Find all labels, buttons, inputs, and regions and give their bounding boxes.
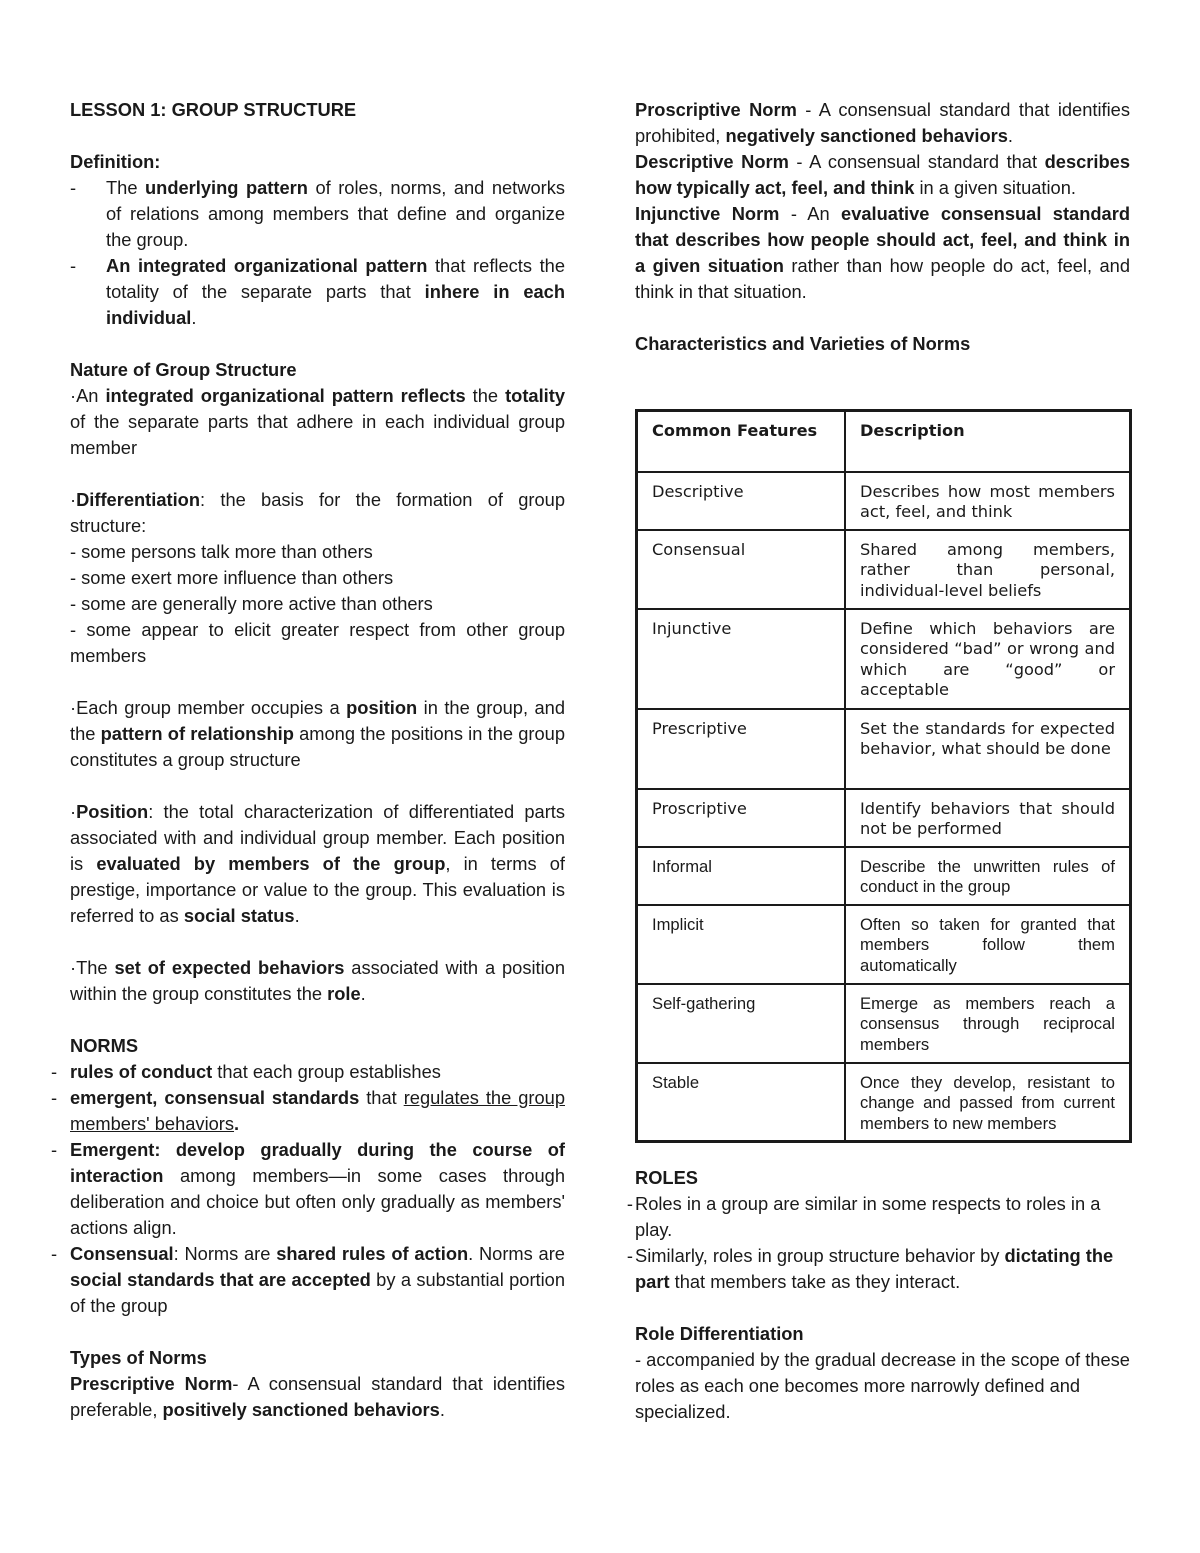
table-cell: Shared among members, rather than personal, individual-level beliefs <box>860 539 1115 600</box>
table-cell: Consensual <box>637 530 846 609</box>
text: - A consensual standard that <box>788 151 1045 172</box>
roles-text: Roles in a group are similar in some respects to roles in a play. <box>635 1193 1101 1240</box>
bold-text: describes how typically act, feel, and think <box>635 151 1130 198</box>
role-paragraph <box>70 955 565 1007</box>
roles-item <box>622 1243 1130 1295</box>
text: in a given situation. <box>914 177 1076 198</box>
table-cell: Describe the unwritten rules of conduct in the group <box>860 856 1115 896</box>
table-cell: Define which behaviors are considered “bad” or wrong and which are “good” or acceptable <box>860 618 1115 699</box>
table-cell: Informal <box>637 847 846 905</box>
list-marker: - <box>51 1243 58 1264</box>
bold-text: evaluated by members of the group <box>96 853 446 874</box>
text: · <box>70 489 77 510</box>
table-row <box>637 789 1131 847</box>
norms-heading: NORMS <box>70 1035 139 1056</box>
text: The <box>106 177 146 198</box>
norms-text <box>70 1137 565 1241</box>
text: among members—in some cases through deliberation and choice but often only gradually as members' actions align. <box>70 1165 565 1238</box>
bold-text: position <box>346 697 418 718</box>
nature-heading: Nature of Group Structure <box>70 359 297 380</box>
bold-text: Position <box>76 801 149 822</box>
proscriptive-paragraph <box>635 97 1130 149</box>
text: ·Each group member occupies a <box>70 697 347 718</box>
right-column <box>635 97 1130 357</box>
norms-text <box>70 1241 565 1319</box>
list-marker: - <box>626 1245 633 1266</box>
text: ·The <box>70 957 115 978</box>
definition-item <box>70 253 565 331</box>
bold-text: integrated organizational pattern reflects <box>105 385 466 406</box>
differentiation-bullet: - some exert more influence than others <box>70 567 394 588</box>
lesson-title: LESSON 1: GROUP STRUCTURE <box>70 99 357 120</box>
table-cell: Stable <box>637 1063 846 1142</box>
table-row <box>637 472 1131 530</box>
bold-text: underlying pattern <box>145 177 308 198</box>
table-row <box>637 609 1131 709</box>
roles-item <box>622 1191 1130 1243</box>
table-row <box>637 984 1131 1063</box>
bold-text: emergent, consensual standards <box>70 1087 360 1108</box>
left-column <box>51 97 566 1423</box>
norms-item <box>51 1241 565 1319</box>
text: the <box>465 385 506 406</box>
bold-text: inhere in each individual <box>106 281 565 328</box>
text: in the group, and the <box>70 697 565 744</box>
definition-text <box>106 253 565 331</box>
differentiation-bullet: - some appear to elicit greater respect from other group members <box>70 619 565 666</box>
table-cell: Often so taken for granted that members follow them automatically <box>860 914 1115 975</box>
bold-text: Prescriptive Norm <box>70 1373 233 1394</box>
table-cell: Describes how most members act, feel, and think <box>860 481 1115 521</box>
bold-text: role <box>327 983 361 1004</box>
differentiation-bullet: - some are generally more active than others <box>70 593 433 614</box>
text: Similarly, roles in group structure behavior by <box>635 1245 1005 1266</box>
table-cell: Self-gathering <box>637 984 846 1063</box>
nature-paragraph <box>70 383 565 461</box>
underlined-text: regulates the group members' behaviors <box>70 1087 565 1134</box>
text: . <box>439 1399 445 1420</box>
bold-text: pattern of relationship <box>100 723 294 744</box>
text: of roles, norms, and networks of relations among members that define and organize the group. <box>106 177 565 250</box>
text: . Norms are <box>468 1243 565 1264</box>
norms-characteristics-table <box>635 409 1132 1143</box>
bold-text: Differentiation <box>76 489 201 510</box>
norms-text <box>70 1085 565 1137</box>
text: : the basis for the formation of group structure: <box>70 489 565 536</box>
norms-item <box>51 1059 565 1085</box>
bold-text: shared rules of action <box>276 1243 469 1264</box>
definition-text <box>106 175 565 253</box>
roles-text <box>635 1243 1130 1295</box>
table-row <box>637 709 1131 789</box>
role-differentiation-heading: Role Differentiation <box>635 1323 804 1344</box>
roles-section <box>622 1165 1130 1425</box>
text: ·An <box>70 385 106 406</box>
injunctive-paragraph <box>635 201 1130 305</box>
table-row <box>637 1063 1131 1142</box>
table-cell: Prescriptive <box>637 709 846 789</box>
bold-text: negatively sanctioned behaviors <box>725 125 1008 146</box>
table-cell: Implicit <box>637 905 846 984</box>
list-marker: - <box>51 1139 58 1160</box>
table-row <box>637 847 1131 905</box>
norms-item <box>51 1137 565 1241</box>
bold-text: evaluative consensual standard that describes how people should act, feel, and think in a given situation <box>635 203 1130 276</box>
table-cell: Injunctive <box>637 609 846 709</box>
types-heading: Types of Norms <box>70 1347 207 1368</box>
position-paragraph <box>70 695 565 773</box>
table-cell: Proscriptive <box>637 789 846 847</box>
bold-text: Emergent: develop gradually during the course of interaction <box>70 1139 565 1186</box>
table-row <box>637 530 1131 609</box>
bold-text: rules of conduct <box>70 1061 213 1082</box>
differentiation-bullet: - some persons talk more than others <box>70 541 373 562</box>
bold-text: social standards that are accepted <box>70 1269 371 1290</box>
text: . <box>360 983 366 1004</box>
bold-text: An integrated organizational pattern <box>106 255 428 276</box>
table-header-cell: Common Features <box>637 411 846 472</box>
text: - A consensual standard that identifies preferable, <box>70 1373 565 1420</box>
norms-text <box>70 1059 565 1085</box>
text: by a substantial portion of the group <box>70 1269 566 1316</box>
bold-text: Descriptive Norm <box>635 151 789 172</box>
bold-text: positively sanctioned behaviors <box>162 1399 440 1420</box>
differentiation-paragraph <box>70 487 565 539</box>
text: : the total characterization of differentiated parts associated with and individual group member. Each position is <box>70 801 565 874</box>
list-marker: - <box>626 1193 633 1214</box>
definition-item <box>70 175 565 253</box>
prescriptive-paragraph <box>70 1371 565 1423</box>
bold-text: social status <box>183 905 295 926</box>
bold-text: Injunctive Norm <box>635 203 780 224</box>
text: of the separate parts that adhere in each individual group member <box>70 411 565 458</box>
text: among the positions in the group constitutes a group structure <box>70 723 565 770</box>
bold-text: dictating the part <box>635 1245 1114 1292</box>
descriptive-paragraph <box>635 149 1130 201</box>
text: . <box>1007 125 1013 146</box>
text: . <box>294 905 300 926</box>
definition-heading: Definition: <box>70 151 161 172</box>
text: that members take as they interact. <box>669 1271 961 1292</box>
text: · <box>70 801 77 822</box>
bold-text: Proscriptive Norm <box>635 99 797 120</box>
text: that each group establishes <box>212 1061 441 1082</box>
characteristics-heading: Characteristics and Varieties of Norms <box>635 333 971 354</box>
text: rather than how people do act, feel, and think in that situation. <box>635 255 1130 302</box>
bold-text: totality <box>505 385 565 406</box>
text: , in terms of prestige, importance or value to the group. This evaluation is referred to as <box>70 853 565 926</box>
table-cell: Once they develop, resistant to change and passed from current members to new members <box>860 1072 1115 1133</box>
table-cell: Identify behaviors that should not be performed <box>860 798 1115 838</box>
text: . <box>191 307 197 328</box>
list-marker: - <box>70 177 77 198</box>
text: that reflects the totality of the separate parts that <box>106 255 565 302</box>
text: - A consensual standard that identifies prohibited, <box>635 99 1130 146</box>
text: : Norms are <box>173 1243 277 1264</box>
position-definition-paragraph <box>70 799 565 929</box>
text: associated with a position within the group constitutes the <box>70 957 565 1004</box>
table-row <box>637 905 1131 984</box>
roles-heading: ROLES <box>635 1167 698 1188</box>
bold-text: set of expected behaviors <box>114 957 345 978</box>
list-marker: - <box>51 1087 58 1108</box>
bold-text: . <box>234 1113 240 1134</box>
list-marker: - <box>51 1061 58 1082</box>
table-header-cell: Description <box>845 411 1131 472</box>
table-header-row <box>637 411 1131 472</box>
table-cell: Emerge as members reach a consensus through reciprocal members <box>860 993 1115 1054</box>
norms-item <box>51 1085 565 1137</box>
table-cell: Set the standards for expected behavior, what should be done <box>860 718 1115 758</box>
text: - An <box>779 203 842 224</box>
text: that <box>359 1087 404 1108</box>
role-differentiation-text: - accompanied by the gradual decrease in the scope of these roles as each one becomes more narrowly defined and specialized. <box>635 1349 1130 1422</box>
list-marker: - <box>70 255 77 276</box>
bold-text: Consensual <box>70 1243 174 1264</box>
norms-list <box>51 1059 565 1319</box>
table-cell: Descriptive <box>637 472 846 530</box>
